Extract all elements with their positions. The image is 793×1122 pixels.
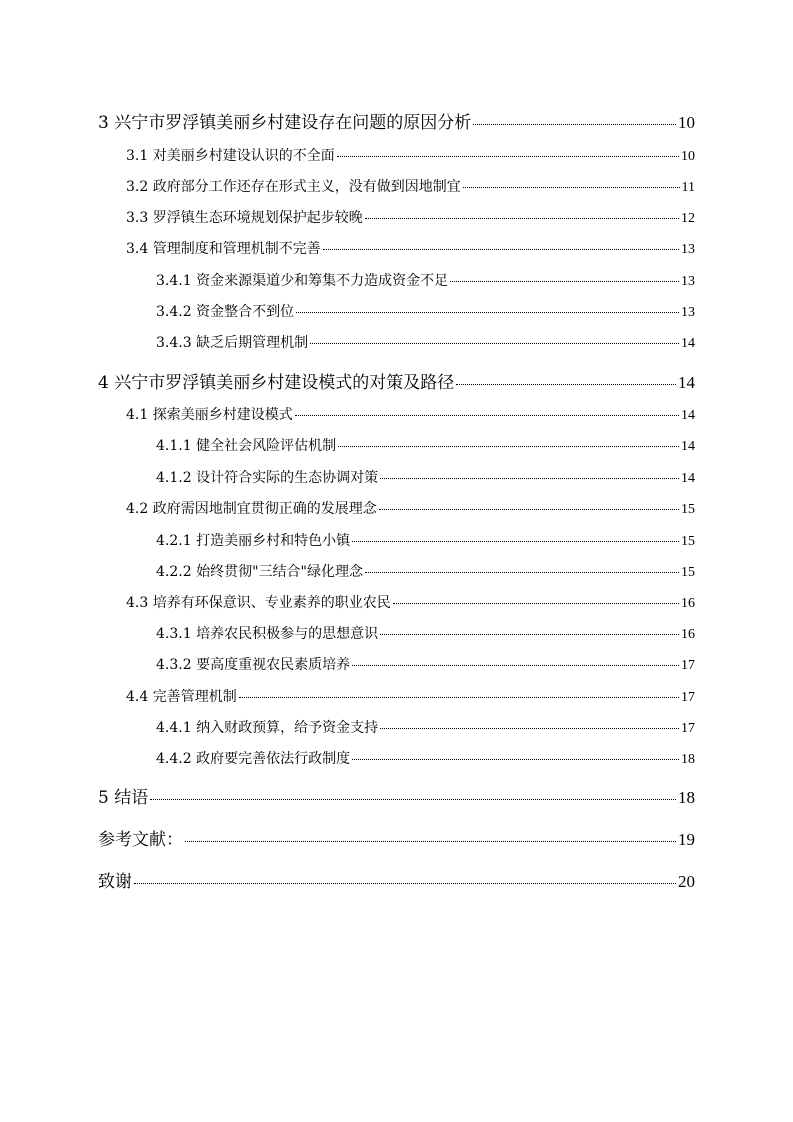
toc-entry-page-number: 20	[678, 872, 695, 891]
toc-entry[interactable]	[156, 623, 695, 643]
dot-leader	[352, 665, 679, 666]
toc-entry-title: 4.4.1 纳入财政预算，给予资金支持	[156, 720, 379, 736]
toc-entry[interactable]	[126, 176, 695, 196]
toc-entry-page-number: 13	[681, 242, 695, 257]
dot-leader	[380, 478, 679, 479]
toc-entry-page-number: 15	[681, 534, 695, 549]
toc-entry[interactable]	[98, 867, 695, 892]
dot-leader	[352, 759, 679, 760]
toc-entry-page-number: 14	[678, 373, 695, 392]
dot-leader	[365, 218, 679, 219]
toc-entry-title: 3.2 政府部分工作还存在形式主义，没有做到因地制宜	[126, 179, 461, 195]
toc-entry-page-number: 18	[678, 788, 695, 807]
toc-entry-title: 4.3.2 要高度重视农民素质培养	[156, 657, 351, 673]
toc-entry-page-number: 15	[681, 502, 695, 517]
toc-entry-title: 4.1 探索美丽乡村建设模式	[126, 407, 293, 423]
dot-leader	[380, 634, 679, 635]
toc-entry[interactable]	[156, 654, 695, 674]
dot-leader	[463, 187, 680, 188]
toc-entry[interactable]	[98, 783, 695, 808]
toc-entry[interactable]	[126, 592, 695, 612]
toc-entry-title: 4.3 培养有环保意识、专业素养的职业农民	[126, 595, 391, 611]
dot-leader	[380, 728, 679, 729]
dot-leader	[338, 446, 679, 447]
toc-entry-title: 4.1.2 设计符合实际的生态协调对策	[156, 470, 379, 486]
toc-entry-page-number: 17	[681, 721, 695, 736]
dot-leader	[473, 124, 676, 125]
dot-leader	[310, 343, 679, 344]
toc-entry-page-number: 17	[681, 658, 695, 673]
toc-entry-page-number: 18	[681, 752, 695, 767]
toc-entry-page-number: 19	[678, 830, 695, 849]
toc-entry[interactable]	[126, 207, 695, 227]
toc-entry-page-number: 13	[681, 305, 695, 320]
dot-leader	[337, 156, 679, 157]
toc-entry[interactable]	[126, 498, 695, 518]
toc-entry-page-number: 15	[681, 565, 695, 580]
toc-entry-title: 4.2.2 始终贯彻"三结合"绿化理念	[156, 564, 363, 580]
toc-entry-title: 3.4 管理制度和管理机制不完善	[126, 241, 321, 257]
toc-entry-page-number: 13	[681, 274, 695, 289]
toc-entry-title: 4.2 政府需因地制宜贯彻正确的发展理念	[126, 501, 377, 517]
dot-leader	[150, 799, 676, 800]
toc-entry-page-number: 14	[681, 336, 695, 351]
dot-leader	[296, 312, 679, 313]
toc-entry-title: 参考文献：	[98, 830, 183, 850]
toc-entry-page-number: 14	[681, 471, 695, 486]
toc-entry-title: 4.3.1 培养农民积极参与的思想意识	[156, 626, 379, 642]
toc-entry[interactable]	[126, 145, 695, 165]
toc-entry-page-number: 12	[681, 211, 695, 226]
toc-entry-page-number: 11	[681, 180, 695, 195]
dot-leader	[239, 697, 679, 698]
toc-entry-title: 4 兴宁市罗浮镇美丽乡村建设模式的对策及路径	[98, 373, 455, 393]
toc-entry[interactable]	[156, 748, 695, 768]
toc-entry[interactable]	[98, 825, 695, 850]
toc-entry[interactable]	[156, 270, 695, 290]
dot-leader	[295, 415, 679, 416]
toc-entry-title: 3.1 对美丽乡村建设认识的不全面	[126, 148, 335, 164]
toc-entry[interactable]	[98, 368, 695, 393]
toc-entry-page-number: 16	[681, 627, 695, 642]
toc-entry[interactable]	[156, 435, 695, 455]
toc-entry-page-number: 10	[681, 149, 695, 164]
toc-entry-title: 3.4.3 缺乏后期管理机制	[156, 335, 309, 351]
toc-entry-page-number: 17	[681, 690, 695, 705]
dot-leader	[393, 603, 679, 604]
dot-leader	[352, 541, 679, 542]
toc-entry-title: 4.4 完善管理机制	[126, 689, 237, 705]
dot-leader	[456, 384, 676, 385]
toc-entry[interactable]	[126, 238, 695, 258]
toc-entry[interactable]	[156, 332, 695, 352]
toc-entry[interactable]	[156, 561, 695, 581]
toc-entry-page-number: 14	[681, 439, 695, 454]
dot-leader	[450, 281, 679, 282]
dot-leader	[134, 883, 676, 884]
toc-entry-title: 3.4.2 资金整合不到位	[156, 304, 295, 320]
dot-leader	[323, 249, 679, 250]
dot-leader	[365, 572, 679, 573]
toc-entry-title: 4.2.1 打造美丽乡村和特色小镇	[156, 533, 351, 549]
toc-entry[interactable]	[156, 301, 695, 321]
toc-entry-title: 致谢	[98, 872, 132, 892]
toc-entry-title: 4.4.2 政府要完善依法行政制度	[156, 751, 351, 767]
toc-entry-page-number: 16	[681, 596, 695, 611]
toc-entry-page-number: 10	[678, 113, 695, 132]
toc-entry-title: 4.1.1 健全社会风险评估机制	[156, 438, 337, 454]
toc-entry-title: 3.3 罗浮镇生态环境规划保护起步较晚	[126, 210, 363, 226]
toc-entry-page-number: 14	[681, 408, 695, 423]
toc-entry[interactable]	[126, 404, 695, 424]
toc-entry-title: 5 结语	[98, 788, 149, 808]
dot-leader	[185, 841, 676, 842]
toc-entry[interactable]	[156, 530, 695, 550]
toc-entry-title: 3 兴宁市罗浮镇美丽乡村建设存在问题的原因分析	[98, 113, 472, 133]
toc-entry[interactable]	[98, 108, 695, 133]
dot-leader	[379, 509, 679, 510]
toc-entry[interactable]	[156, 717, 695, 737]
toc-entry-title: 3.4.1 资金来源渠道少和筹集不力造成资金不足	[156, 273, 449, 289]
toc-entry[interactable]	[126, 686, 695, 706]
toc-entry[interactable]	[156, 467, 695, 487]
